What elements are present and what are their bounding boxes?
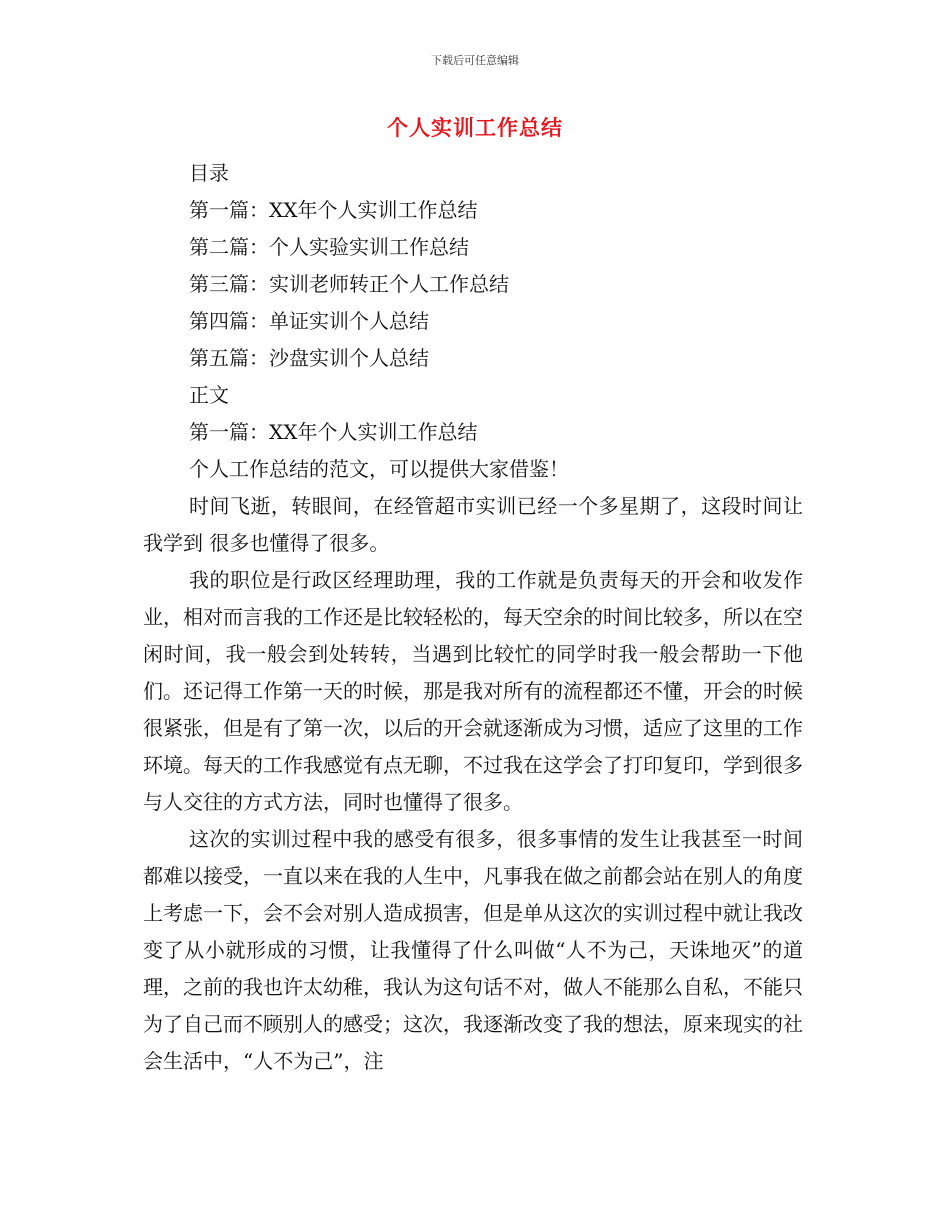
body-heading: 正文 — [189, 383, 229, 407]
toc-item: 第二篇：个人实验实训工作总结 — [189, 235, 469, 259]
body-paragraph: 时间飞逝，转眼间，在经管超市实训已经一个多星期了，这段时间让我学到 很多也懂得了很多。 — [143, 494, 803, 555]
document-body — [143, 155, 803, 1080]
body-paragraph: 这次的实训过程中我的感受有很多，很多事情的发生让我甚至一时间都难以接受，一直以来在我的人生中，凡事我在做之前都会站在别人的角度上考虑一下，会不会对别人造成损害，但是单从这次的实训过程中就让我改变了从小就形成的习惯，让我懂得了什么叫做“人不为己，天诛地灭”的道理，之前的我也许太幼稚，我认为这句话不对，做人不能那么自私，不能只为了自己而不顾别人的感受；这次，我逐渐改变了我的想法，原来现实的社会生活中，“人不为己”，注 — [143, 827, 803, 1073]
toc-item: 第一篇：XX年个人实训工作总结 — [189, 198, 478, 222]
section-title: 第一篇：XX年个人实训工作总结 — [189, 420, 478, 444]
body-paragraph: 我的职位是行政区经理助理，我的工作就是负责每天的开会和收发作业，相对而言我的工作还是比较轻松的，每天空余的时间比较多，所以在空闲时间，我一般会到处转转，当遇到比较忙的同学时我一般会帮助一下他们。还记得工作第一天的时候，那是我对所有的流程都还不懂，开会的时候很紧张，但是有了第一次，以后的开会就逐渐成为习惯，适应了这里的工作环境。每天的工作我感觉有点无聊，不过我在这学会了打印复印，学到很多与人交往的方式方法，同时也懂得了很多。 — [143, 568, 803, 814]
toc-item: 第三篇：实训老师转正个人工作总结 — [189, 272, 509, 296]
document-title: 个人实训工作总结 — [387, 115, 563, 140]
toc-item: 第四篇：单证实训个人总结 — [189, 309, 429, 333]
toc-heading: 目录 — [189, 161, 229, 185]
toc-item: 第五篇：沙盘实训个人总结 — [189, 346, 429, 370]
header-note: 下载后可任意编辑 — [431, 54, 519, 67]
intro-line: 个人工作总结的范文，可以提供大家借鉴！ — [189, 457, 569, 481]
